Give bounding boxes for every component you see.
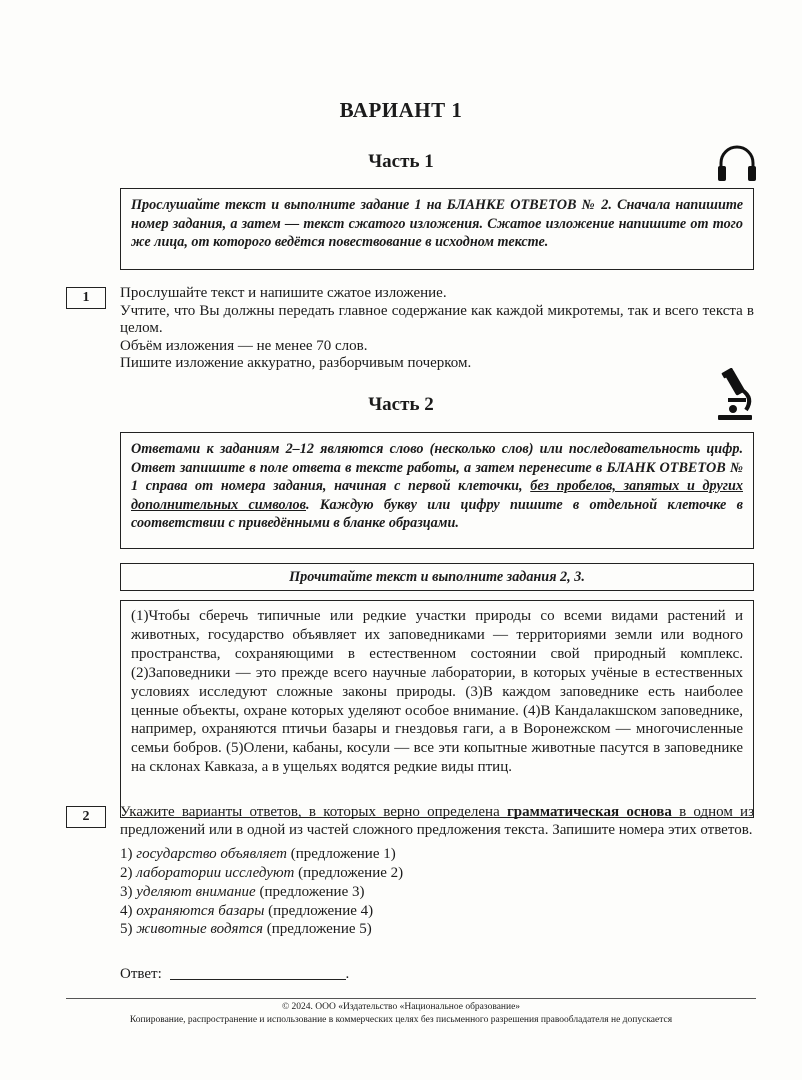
read-instruction: Прочитайте текст и выполните задания 2, 3.	[289, 569, 585, 585]
part2-instruction-b: . Каждую букву или цифру пишите в отдельной клеточке в соответствии с приведёнными в бланке образцами.	[131, 496, 743, 532]
footer-notice: Копирование, распространение и использование в коммерческих целях без письменного разрешения правообладателя не допускается	[129, 1015, 673, 1025]
task1-line: Пишите изложение аккуратно, разборчивым почерком.	[120, 355, 472, 372]
option-ref: (предложение 4)	[268, 902, 374, 919]
headphones-icon	[716, 142, 758, 189]
page-title: ВАРИАНТ 1	[339, 98, 463, 122]
option-phrase: государство объявляет	[136, 846, 287, 863]
read-instruction-box	[120, 563, 754, 591]
part2-instruction-underlined: без пробелов, запятых и других дополнительных символов	[131, 478, 743, 513]
task2-prompt-a: Укажите варианты ответов, в которых верно определена	[120, 804, 507, 820]
answer-period: .	[345, 966, 350, 982]
option-phrase: уделяют внимание	[136, 883, 256, 900]
task1-line: Учтите, что Вы должны передать главное содержание как каждой микротемы, так и всего текста в целом.	[120, 302, 754, 337]
task2-body	[120, 804, 754, 939]
option-number: 2)	[120, 864, 133, 881]
footer-copyright: © 2024. ООО «Издательство «Национальное образование»	[281, 1002, 521, 1012]
task2-prompt-b: в одном из предложений или в одной из частей сложного предложения текста. Запишите номера этих ответов.	[120, 804, 755, 838]
task1-line: Прослушайте текст и напишите сжатое изложение.	[120, 285, 447, 301]
answer-row	[120, 966, 349, 983]
option-phrase: животные водятся	[136, 921, 263, 938]
part1-instruction: Прослушайте текст и выполните задание 1 на БЛАНКЕ ОТВЕТОВ № 2. Сначала напишите номер задания, а затем — текст сжатого изложения. Сжатое изложение напишите от того же лица, от которого ведётся повествование в исходном тексте.	[131, 197, 743, 251]
task1-body	[120, 285, 754, 373]
option-phrase: лаборатории исследуют	[136, 864, 295, 881]
part2-instruction-a: Ответами к заданиям 2–12 являются слово (несколько слов) или последовательность цифр. Ответ запишите в поле ответа в тексте работы, а затем перенесите в БЛАНК ОТВЕТОВ № 1 справа от номера задания, начиная с первой клеточки,	[131, 441, 743, 495]
option-ref: (предложение 3)	[259, 883, 365, 900]
task1-number: 1	[66, 287, 106, 309]
task2-prompt	[120, 804, 754, 839]
option-number: 4)	[120, 902, 133, 919]
option-item	[120, 902, 754, 921]
source-text: (1)Чтобы сберечь типичные или редкие участки природы со всеми видами растений и животных, государство объявляет их заповедниками — территориями земли или водного пространства, сохраняющими в естественном состоянии свой природный комплекс. (2)Заповедники — это прежде всего научные лаборатории, в которых учёные в естественных условиях исследуют сложные законы природы. (3)В каждом заповеднике есть наиболее ценные объекты, охране которых уделяют особое внимание. (4)В Кандалакшском заповеднике, например, охраняются птичьи базары и гнездовья гаги, а в Воронежском — многочисленные семьи бобров. (5)Олени, кабаны, косули — все эти копытные животные пасутся в заповеднике на склонах Кавказа, а в ущельях водятся редкие виды птиц.	[131, 608, 743, 776]
option-item	[120, 920, 754, 939]
option-ref: (предложение 1)	[290, 846, 396, 863]
option-number: 1)	[120, 846, 133, 863]
option-item	[120, 864, 754, 883]
task1-line: Объём изложения — не менее 70 слов.	[120, 337, 368, 354]
option-item	[120, 883, 754, 902]
answer-label: Ответ:	[120, 966, 162, 982]
part2-heading: Часть 2	[368, 394, 434, 415]
microscope-icon	[712, 368, 758, 427]
option-ref: (предложение 2)	[298, 864, 404, 881]
task2-number: 2	[66, 806, 106, 828]
answer-field[interactable]	[170, 979, 346, 980]
part1-heading: Часть 1	[368, 151, 434, 172]
option-item	[120, 845, 754, 864]
option-number: 3)	[120, 883, 133, 900]
task2-prompt-bold: грамматическая основа	[506, 804, 672, 820]
option-number: 5)	[120, 921, 133, 938]
part1-instruction-box	[120, 188, 754, 270]
source-text-box	[120, 600, 754, 818]
part2-instruction-box	[120, 432, 754, 549]
footer-divider	[66, 998, 756, 999]
option-phrase: охраняются базары	[136, 902, 265, 919]
option-ref: (предложение 5)	[266, 921, 372, 938]
